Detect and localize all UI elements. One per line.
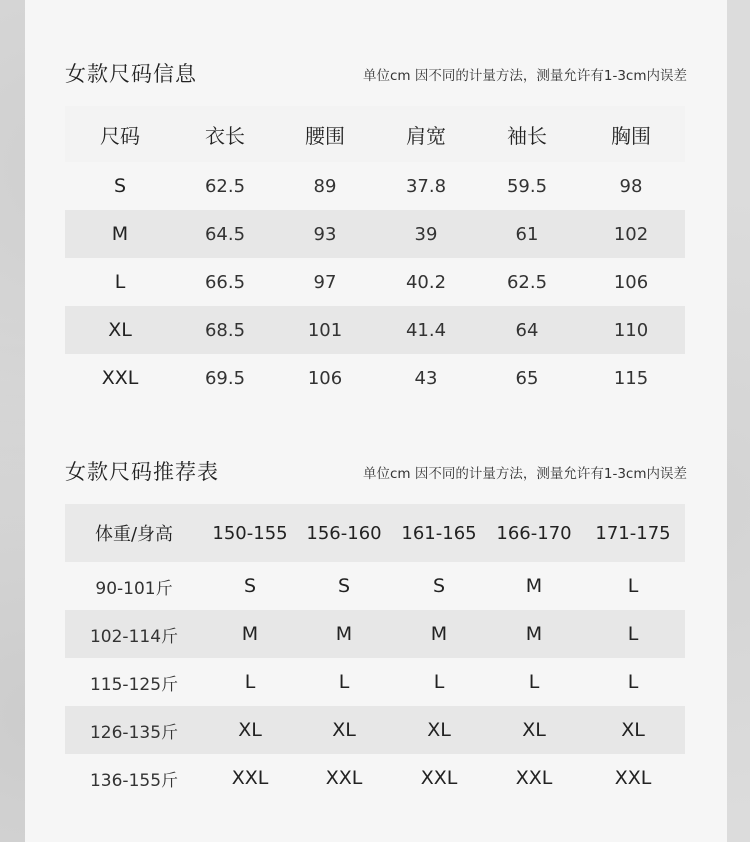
table-cell: L	[433, 671, 445, 693]
table-cell: 69.5	[204, 367, 246, 389]
table-row	[65, 610, 685, 658]
table-cell: S	[432, 575, 446, 597]
table-cell: 62.5	[204, 175, 246, 197]
table-cell: XXL	[231, 767, 269, 789]
table-cell: M	[111, 223, 129, 245]
size-info-section	[65, 58, 687, 402]
table-cell: 106	[307, 367, 343, 389]
size-recommendation-section	[65, 456, 687, 802]
table-cell: XL	[108, 319, 132, 341]
table-cell: M	[525, 575, 543, 597]
table-cell: 64	[515, 319, 539, 341]
table-cell: L	[244, 671, 256, 693]
table-cell: 110	[613, 319, 649, 341]
table-cell: M	[525, 623, 543, 645]
table-cell: 115	[613, 367, 649, 389]
table-cell: L	[528, 671, 540, 693]
table-cell: 66.5	[204, 271, 246, 293]
header-cell: 体重/身高	[94, 524, 174, 545]
table-row	[65, 658, 685, 706]
table-cell: 106	[613, 271, 649, 293]
table-cell: 39	[414, 223, 438, 245]
table-cell: 61	[515, 223, 539, 245]
table-header-row	[65, 106, 685, 162]
header-cell: 胸围	[611, 123, 651, 148]
table-cell: 102	[613, 223, 649, 245]
table-cell: XXL	[325, 767, 363, 789]
header-cell: 150-155	[212, 522, 288, 544]
table-cell: 65	[515, 367, 539, 389]
table-cell: L	[114, 271, 126, 293]
table-cell: 62.5	[506, 271, 548, 293]
header-cell: 166-170	[496, 522, 572, 544]
header-cell: 161-165	[401, 522, 477, 544]
table-cell: 89	[313, 175, 337, 197]
table-cell: XL	[621, 719, 645, 741]
table-cell: M	[430, 623, 448, 645]
table-cell: 37.8	[405, 175, 447, 197]
table-cell: XL	[238, 719, 262, 741]
table-row	[65, 562, 685, 610]
table-cell: 115-125斤	[89, 674, 179, 695]
header-cell: 156-160	[306, 522, 382, 544]
table-cell: L	[627, 575, 639, 597]
table-cell: 136-155斤	[89, 770, 179, 791]
table-cell: XL	[522, 719, 546, 741]
table-cell: 43	[414, 367, 438, 389]
size-info-header	[65, 58, 687, 98]
table-cell: 101	[307, 319, 343, 341]
table-cell: L	[627, 623, 639, 645]
header-cell: 袖长	[507, 123, 547, 148]
size-recommendation-note: 单位cm 因不同的计量方法，测量允许有1-3cm内误差	[363, 466, 687, 482]
table-cell: 64.5	[204, 223, 246, 245]
header-cell: 衣长	[205, 123, 245, 148]
table-cell: 102-114斤	[89, 626, 179, 647]
table-cell: 93	[313, 223, 337, 245]
table-cell: 68.5	[204, 319, 246, 341]
table-cell: XXL	[614, 767, 652, 789]
size-chart-card	[25, 0, 727, 842]
table-cell: S	[243, 575, 257, 597]
size-info-note: 单位cm 因不同的计量方法，测量允许有1-3cm内误差	[363, 68, 687, 84]
table-cell: 126-135斤	[89, 722, 179, 743]
table-cell: 41.4	[405, 319, 447, 341]
table-row	[65, 354, 685, 402]
size-info-table	[65, 106, 685, 402]
table-cell: XL	[332, 719, 356, 741]
table-cell: S	[113, 175, 127, 197]
header-cell: 腰围	[305, 123, 345, 148]
table-row	[65, 258, 685, 306]
table-cell: L	[627, 671, 639, 693]
table-cell: S	[337, 575, 351, 597]
table-cell: M	[241, 623, 259, 645]
table-row	[65, 706, 685, 754]
table-cell: 59.5	[506, 175, 548, 197]
size-recommendation-header	[65, 456, 687, 496]
size-info-title: 女款尺码信息	[65, 62, 197, 86]
table-row	[65, 210, 685, 258]
header-cell: 肩宽	[406, 123, 446, 148]
table-cell: 97	[313, 271, 337, 293]
table-cell: 40.2	[405, 271, 447, 293]
table-cell: XL	[427, 719, 451, 741]
table-header-row	[65, 504, 685, 562]
size-recommendation-title: 女款尺码推荐表	[65, 460, 219, 484]
table-cell: M	[335, 623, 353, 645]
table-row	[65, 754, 685, 802]
table-cell: XXL	[101, 367, 139, 389]
table-row	[65, 306, 685, 354]
table-cell: XXL	[420, 767, 458, 789]
table-cell: 90-101斤	[95, 578, 173, 599]
table-row	[65, 162, 685, 210]
header-cell: 尺码	[100, 123, 140, 148]
header-cell: 171-175	[595, 522, 671, 544]
size-recommendation-table	[65, 504, 685, 802]
table-cell: XXL	[515, 767, 553, 789]
table-cell: L	[338, 671, 350, 693]
table-cell: 98	[619, 175, 643, 197]
